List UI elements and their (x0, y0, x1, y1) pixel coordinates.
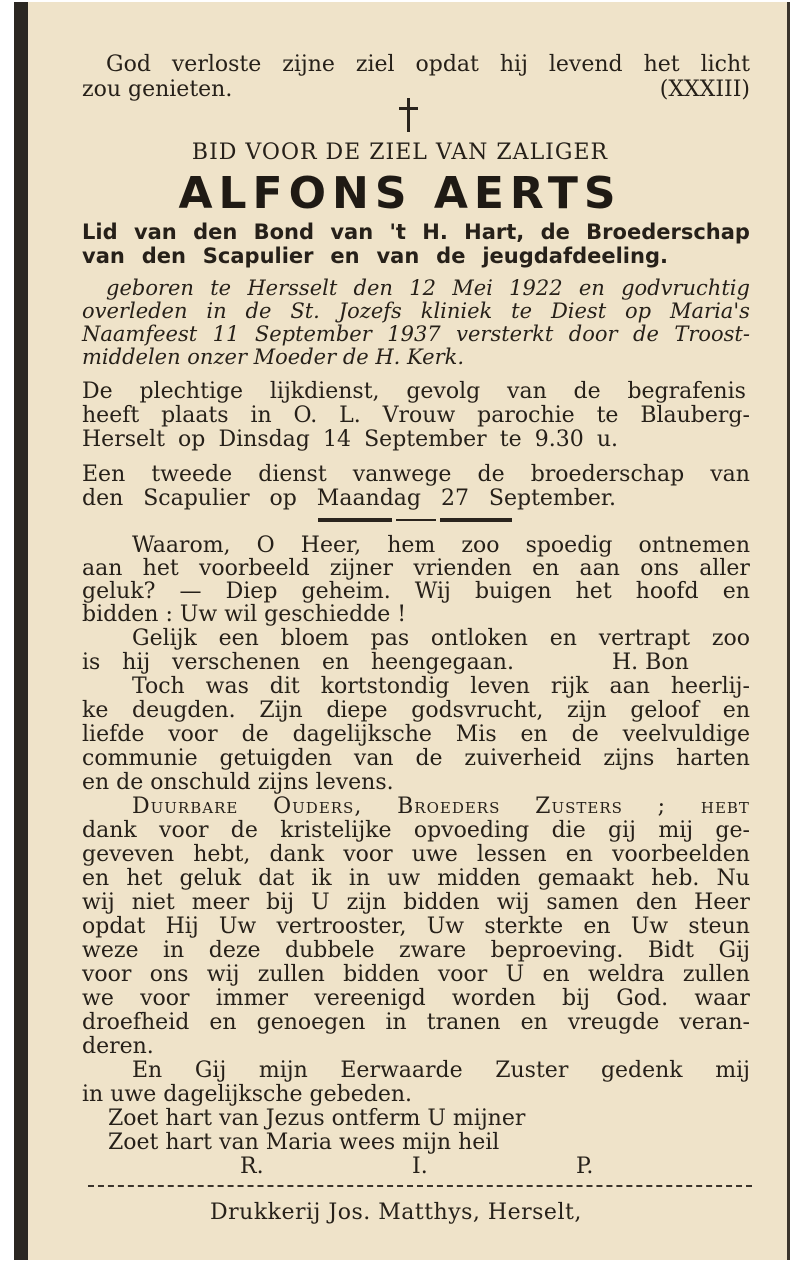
rip-r: R. (240, 1154, 264, 1179)
body-line: is hij verschenen en heengegaan. (82, 650, 514, 675)
body-line: aan het voorbeeld zijner vrienden en aan ons aller (82, 556, 750, 581)
body-line: droefheid en genoegen in tranen en vreugde veran- (82, 1010, 750, 1035)
printer-imprint: Drukkerij Jos. Matthys, Herselt, (210, 1200, 582, 1225)
birth-line-1: geboren te Hersselt den 12 Mei 1922 en godvruchtig (106, 276, 750, 300)
body-line: ke deugden. Zijn diepe godsvrucht, zijn geloof en (82, 698, 750, 723)
deceased-name: ALFONS AERTS (178, 168, 622, 219)
body-line: bidden : Uw wil geschiedde ! (82, 602, 407, 627)
prayer-intro: BID VOOR DE ZIEL VAN ZALIGER (191, 140, 609, 165)
birth-line-2: overleden in de St. Jozefs kliniek te Diest op Maria's (82, 299, 750, 323)
body-line: Waarom, O Heer, hem zoo spoedig ontnemen (132, 533, 750, 558)
divider (396, 519, 436, 521)
quote-attribution: H. Bon (612, 650, 689, 675)
birth-line-4: middelen onzer Moeder de H. Kerk. (82, 345, 465, 369)
rip-p: P. (576, 1154, 594, 1179)
membership-line-2: van den Scapulier en van de jeugdafdeeling. (82, 244, 668, 268)
second-service-line-2: den Scapulier op Maandag 27 September. (82, 486, 616, 511)
divider (318, 518, 392, 522)
membership-line-1: Lid van den Bond van 't H. Hart, de Broederschap (82, 220, 750, 244)
body-line: opdat Hij Uw vertrooster, Uw sterkte en Uw steun (82, 914, 750, 939)
quote-text: zou genieten. (82, 77, 233, 102)
body-line: weze in deze dubbele zware beproeving. Bidt Gij (82, 938, 750, 963)
body-line: we voor immer vereenigd worden bij God. waar (82, 986, 750, 1011)
body-line: en het geluk dat ik in uw midden gemaakt heb. Nu (82, 866, 750, 891)
body-line: geluk? — Diep geheim. Wij buigen het hoofd en (82, 579, 750, 604)
dotted-separator (88, 1185, 752, 1187)
quote-line-1: God verloste zijne ziel opdat hij levend het licht (106, 52, 750, 77)
cross-icon (396, 98, 422, 132)
body-line: Toch was dit kortstondig leven rijk aan heerlij- (132, 674, 750, 699)
body-line: En Gij mijn Eerwaarde Zuster gedenk mij (132, 1058, 750, 1083)
body-line: voor ons wij zullen bidden voor U en weldra zullen (82, 962, 750, 987)
body-line: deren. (82, 1034, 154, 1059)
body-line: en de onschuld zijns levens. (82, 770, 394, 795)
quote-reference: (XXXIII) (659, 77, 750, 102)
body-line: Duurbare Ouders, Broeders Zusters ; hebt (132, 794, 750, 819)
body-line: Gelijk een bloem pas ontloken en vertrapt zoo (132, 626, 750, 651)
body-line: communie getuigden van de zuiverheid zijns harten (82, 746, 750, 771)
body-line: wij niet meer bij U zijn bidden wij samen den Heer (82, 890, 750, 915)
birth-line-3: Naamfeest 11 September 1937 versterkt door de Troost- (82, 322, 750, 346)
rip-i: I. (412, 1154, 428, 1179)
second-service-line-1: Een tweede dienst vanwege de broederschap van (82, 462, 750, 487)
service-line-2: heeft plaats in O. L. Vrouw parochie te Blauberg- (82, 403, 750, 428)
service-line-1: De plechtige lijkdienst, gevolg van de begrafenis (82, 379, 746, 404)
body-line: in uwe dagelijksche gebeden. (82, 1082, 412, 1107)
divider (440, 518, 512, 522)
prayer-line: Zoet hart van Maria wees mijn heil (108, 1130, 500, 1155)
body-line: liefde voor de dagelijksche Mis en de veelvuldige (82, 722, 750, 747)
prayer-line: Zoet hart van Jezus ontferm U mijner (108, 1106, 526, 1131)
body-line: dank voor de kristelijke opvoeding die gij mij ge- (82, 818, 750, 843)
service-line-3: Herselt op Dinsdag 14 September te 9.30 u. (82, 427, 618, 452)
body-line: geveven hebt, dank voor uwe lessen en voorbeelden (82, 842, 750, 867)
